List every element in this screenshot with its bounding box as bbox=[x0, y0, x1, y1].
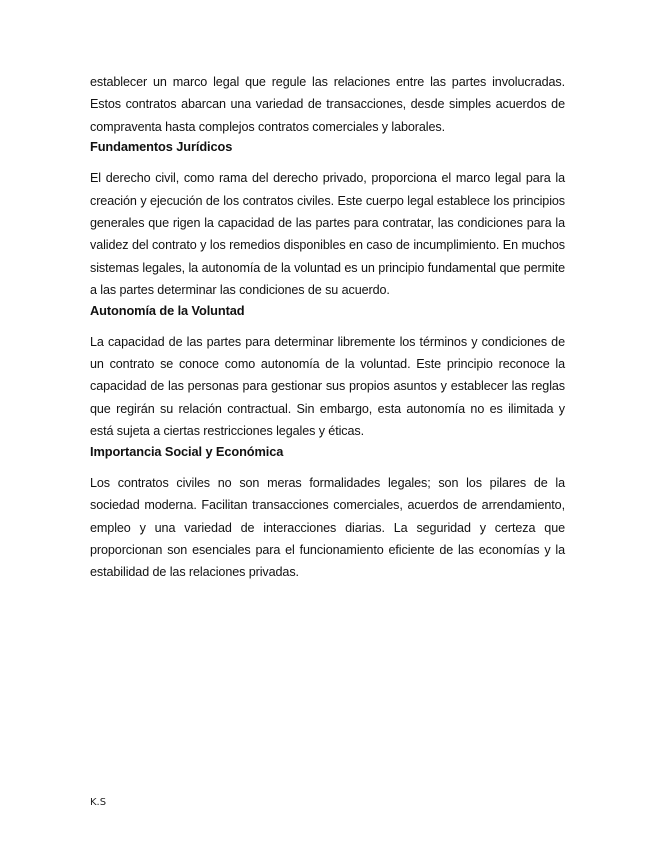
section-paragraph-fundamentos: El derecho civil, como rama del derecho privado, proporciona el marco legal para la creación y ejecución de los contratos civiles. Este cuerpo legal establece los principios generales que rigen la capacidad de las partes para contratar, las condiciones para la validez del contrato y los remedios disponibles en caso de incumplimiento. En muchos sistemas legales, la autonomía de la voluntad es un principio fundamental que permite a las partes determinar las condiciones de su acuerdo. bbox=[90, 171, 565, 298]
section-paragraph-importancia: Los contratos civiles no son meras formalidades legales; son los pilares de la sociedad moderna. Facilitan transacciones comerciales, acuerdos de arrendamiento, empleo y una variedad de interacciones diarias. La seguridad y certeza que proporcionan son esenciales para el funcionamiento eficiente de las economías y la estabilidad de las relaciones privadas. bbox=[90, 475, 565, 580]
section-paragraph-autonomia: La capacidad de las partes para determinar libremente los términos y condiciones de un contrato se conoce como autonomía de la voluntad. Este principio reconoce la capacidad de las personas para gestionar sus propios asuntos y establecer las reglas que regirán su relación contractual. Sin embargo, esta autonomía no es ilimitada y está sujeta a ciertas restricciones legales y éticas. bbox=[90, 334, 565, 439]
section-heading-importancia: Importancia Social y Económica bbox=[90, 443, 284, 459]
footer-initials: K.S bbox=[90, 797, 107, 808]
intro-paragraph: establecer un marco legal que regule las relaciones entre las partes involucradas. Estos contratos abarcan una variedad de transacciones, desde simples acuerdos de compraventa hasta complejos contratos comerciales y laborales. bbox=[90, 75, 565, 134]
document-body bbox=[90, 71, 565, 584]
section-heading-fundamentos: Fundamentos Jurídicos bbox=[90, 139, 233, 155]
section-heading-autonomia: Autonomía de la Voluntad bbox=[90, 302, 245, 318]
